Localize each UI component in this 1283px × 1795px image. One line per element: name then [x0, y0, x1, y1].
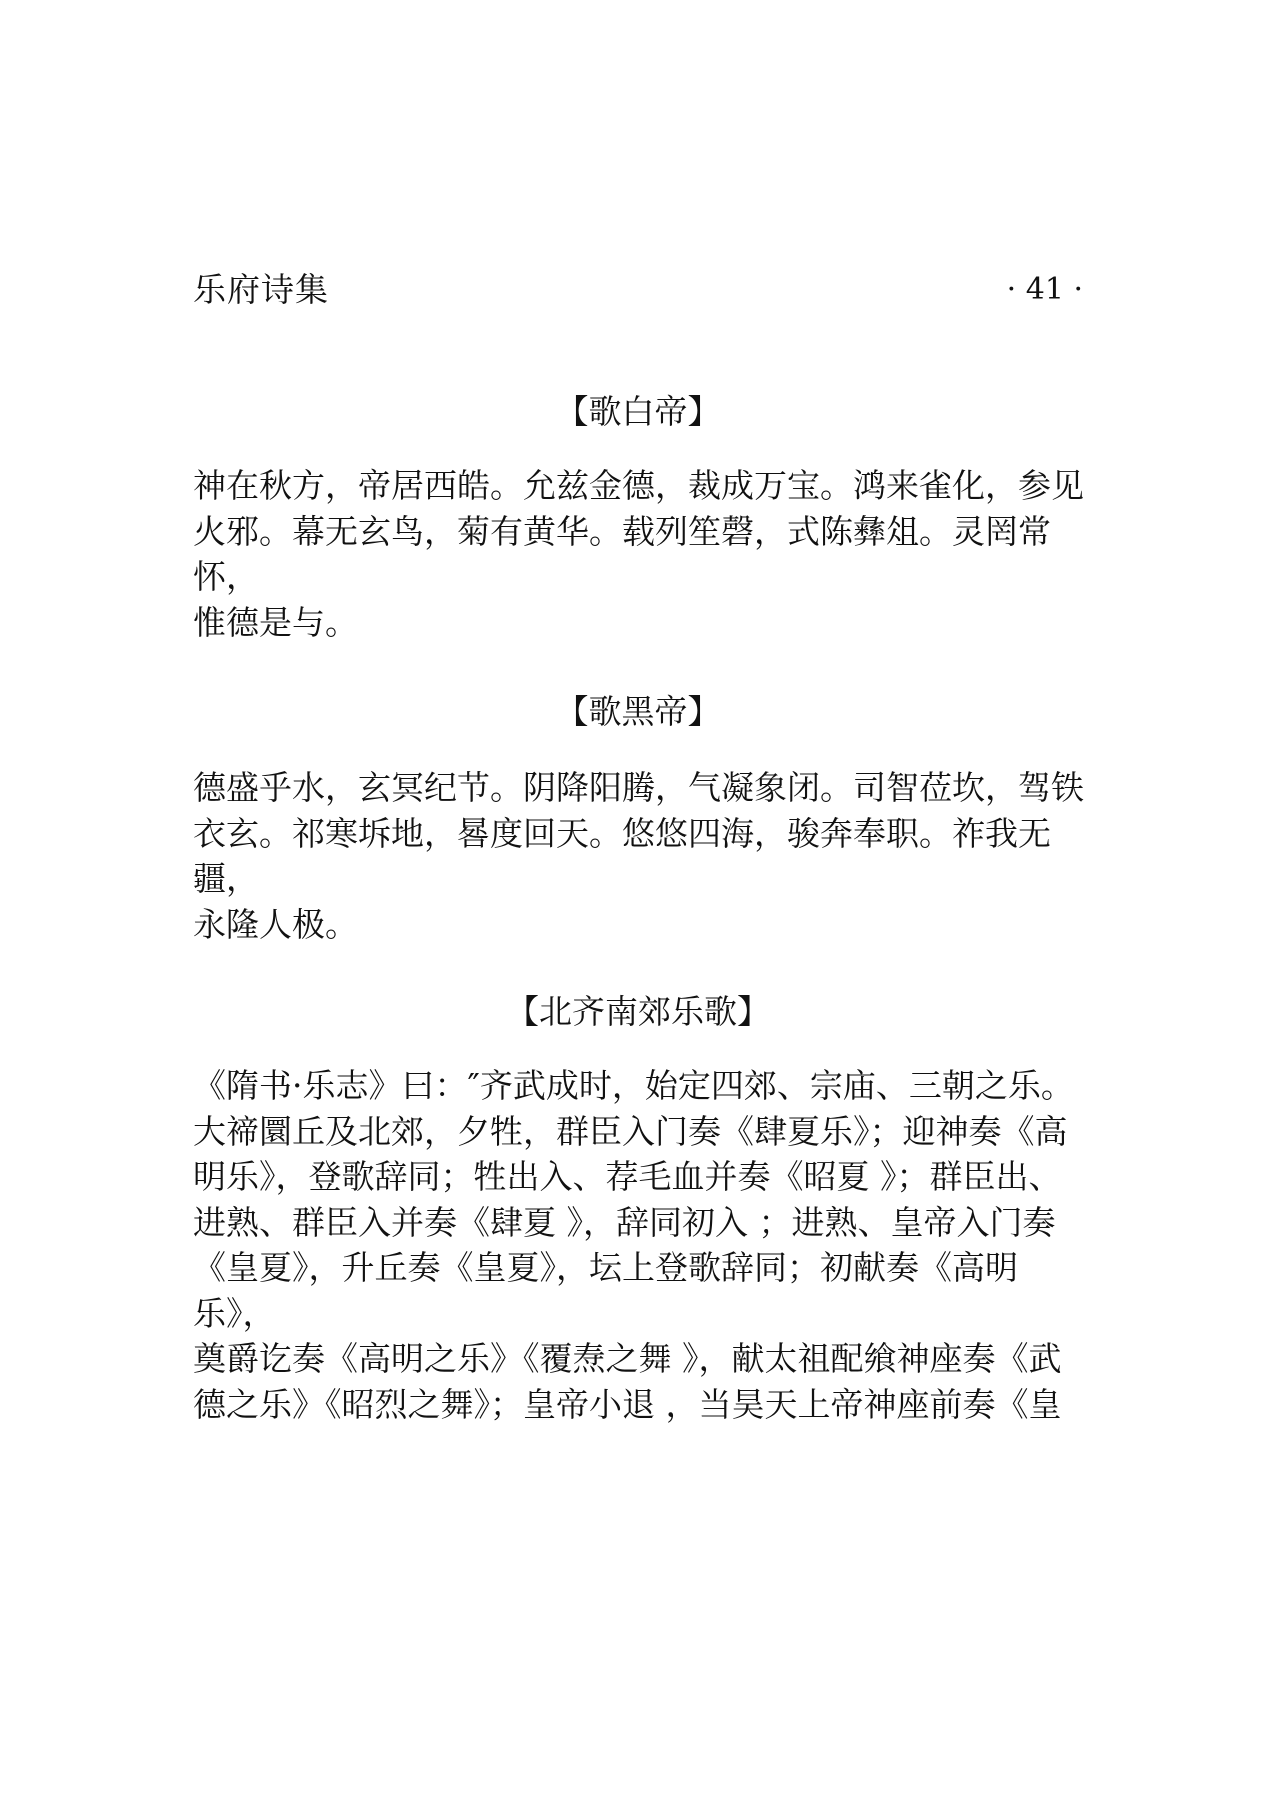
section-body-hei-di: 德盛乎水，玄冥纪节。阴降阳腾，气凝象闭。司智莅坎，驾铁 衣玄。祁寒坼地，晷度回天。悠悠四海，骏奔奉职。祚我无疆， 永隆人极。	[193, 768, 1084, 944]
book-title: 乐府诗集	[193, 270, 329, 309]
section-body-beiqi-nanjiao: 《隋书·乐志》曰：″齐武成时，始定四郊、宗庙、三朝之乐。 大禘圜丘及北郊，夕牲，群臣入门奏《肆夏乐》；迎神奏《高 明乐》，登歌辞同；牲出入、荐毛血并奏《昭夏 》；群臣出、 进熟、群臣入并奏《肆夏 》，辞同初入 ；进熟、皇帝入门奏 《皇夏》，升丘奏《皇夏》，坛上登歌辞同；初献奏《高明乐》， 奠爵讫奏《高明之乐》《覆焘之舞 》，献太祖配飨神座奏《武 德之乐》《昭烈之舞》；皇帝小退 ，当昊天上帝神座前奏《皇	[193, 1066, 1074, 1424]
section-heading-hei-di: 【歌黑帝】	[555, 692, 721, 731]
section-body-bai-di: 神在秋方，帝居西皓。允兹金德，裁成万宝。鸿来雀化，参见 火邪。幕无玄鸟，菊有黄华。载列笙磬，式陈彝俎。灵罔常怀， 惟德是与。	[193, 466, 1084, 642]
section-heading-bai-di: 【歌白帝】	[555, 392, 721, 431]
page-number: · 41 ·	[1006, 272, 1083, 307]
section-heading-beiqi-nanjiao: 【北齐南郊乐歌】	[506, 992, 770, 1031]
running-header	[193, 268, 1083, 312]
